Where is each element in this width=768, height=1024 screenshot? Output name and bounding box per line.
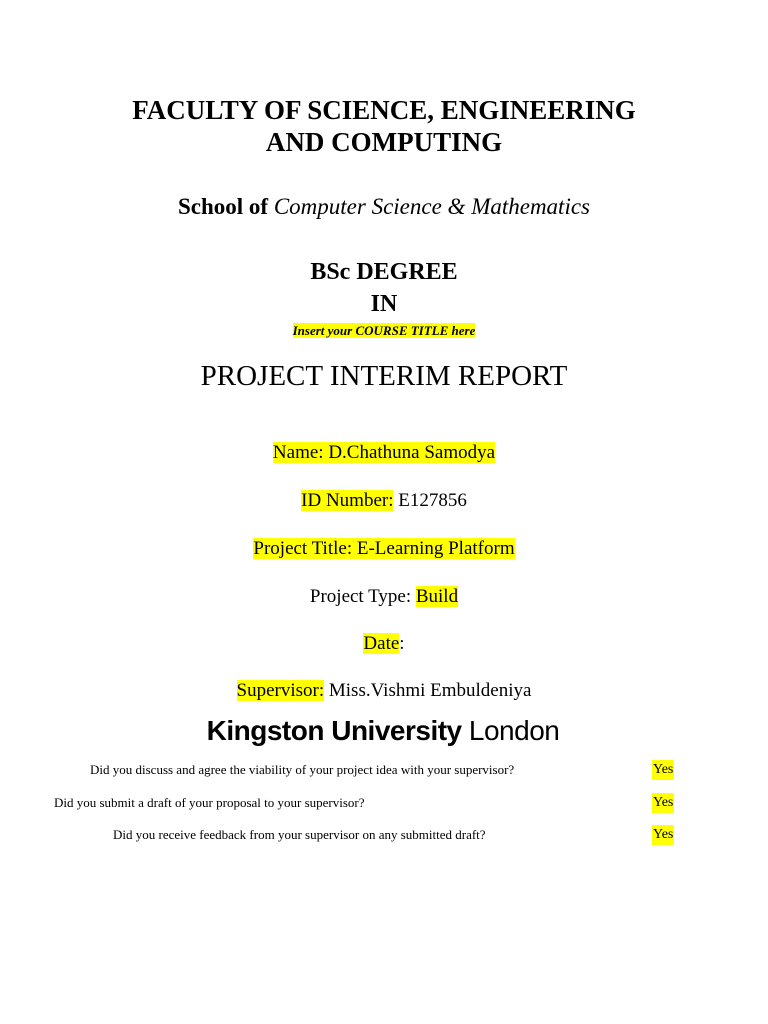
supervisor-line xyxy=(0,679,768,703)
report-title: PROJECT INTERIM REPORT xyxy=(200,360,568,392)
checklist-answer: Yes xyxy=(652,760,674,780)
student-name-line xyxy=(0,441,768,465)
checklist-question: Did you discuss and agree the viability of your project idea with your supervisor? xyxy=(90,762,515,777)
project-title: Project Title: E-Learning Platform xyxy=(253,538,515,559)
date-colon: : xyxy=(399,633,405,654)
checklist-answer: Yes xyxy=(652,825,674,845)
faculty-line-2: AND COMPUTING xyxy=(265,127,503,157)
supervisor-value: Miss.Vishmi Embuldeniya xyxy=(328,680,532,701)
degree-line-1: BSc DEGREE xyxy=(310,259,458,285)
course-title-placeholder xyxy=(0,322,768,340)
project-type-label: Project Type: xyxy=(309,586,412,607)
checklist-question: Did you submit a draft of your proposal to your supervisor? xyxy=(54,795,365,810)
date-line xyxy=(0,632,768,656)
checklist-answer: Yes xyxy=(652,793,674,813)
project-type-line xyxy=(0,585,768,609)
school-heading xyxy=(0,193,768,221)
id-number-line xyxy=(0,489,768,513)
school-prefix: School of xyxy=(177,194,269,219)
degree-line-2: IN xyxy=(370,291,398,317)
checklist-row xyxy=(0,760,768,780)
faculty-line-1: FACULTY OF SCIENCE, ENGINEERING xyxy=(132,95,636,125)
course-title-text: Insert your COURSE TITLE here xyxy=(292,323,476,338)
date-label: Date xyxy=(363,633,400,654)
checklist-question: Did you receive feedback from your supervisor on any submitted draft? xyxy=(113,827,486,842)
id-number-value: E127856 xyxy=(398,490,467,511)
degree-heading xyxy=(0,256,768,320)
supervisor-label: Supervisor: xyxy=(236,680,325,701)
kingston-university-logo xyxy=(0,714,767,748)
checklist-row xyxy=(0,793,768,813)
school-name: Computer Science & Mathematics xyxy=(273,194,590,219)
checklist-row xyxy=(0,825,768,845)
logo-text-bold: Kingston University xyxy=(206,715,462,746)
student-name: Name: D.Chathuna Samodya xyxy=(272,442,496,463)
faculty-heading xyxy=(0,94,768,158)
logo-text-light: London xyxy=(468,715,560,746)
id-number-label: ID Number: xyxy=(301,490,394,511)
project-type-value: Build xyxy=(415,586,459,607)
project-title-line xyxy=(0,537,768,561)
